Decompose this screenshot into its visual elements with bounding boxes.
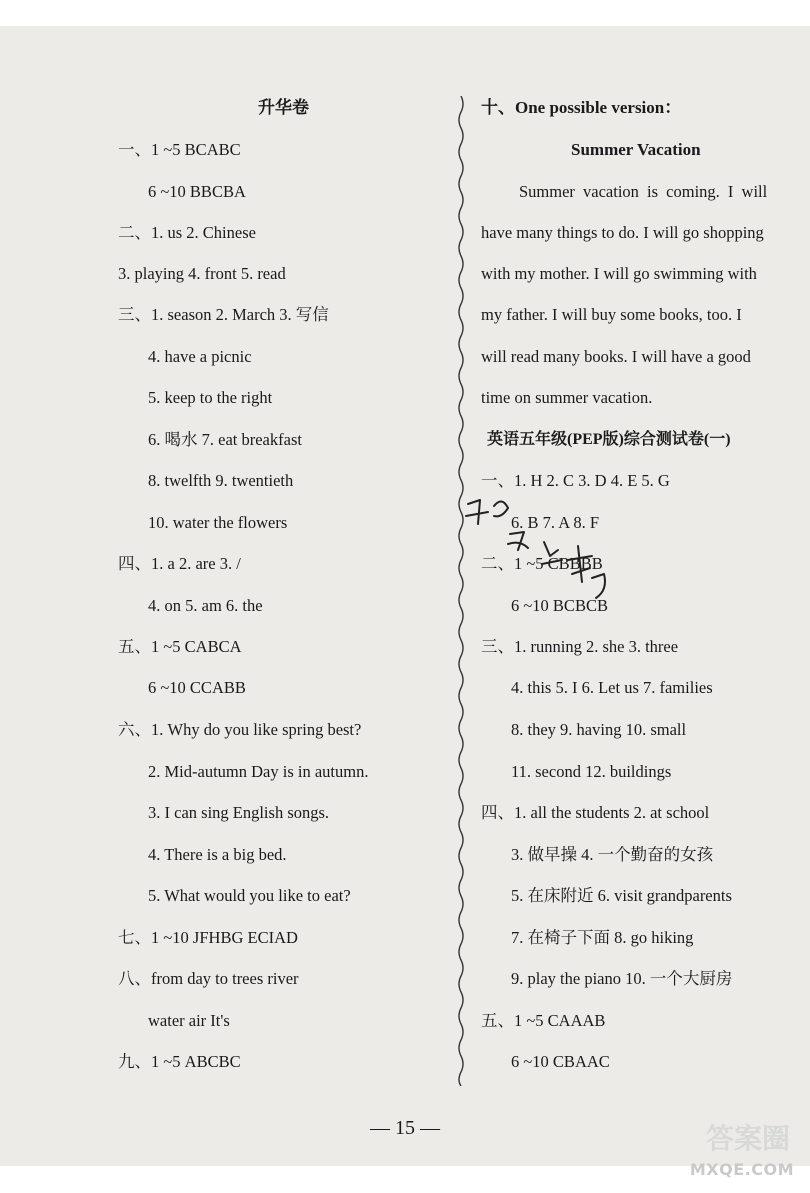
essay-line: have many things to do. I will go shopping xyxy=(481,223,764,242)
answer-line: 五、1 ~5 CAAAB xyxy=(481,1011,606,1030)
answer-line: 4. on 5. am 6. the xyxy=(148,596,263,615)
answer-line: 九、1 ~5 ABCBC xyxy=(118,1052,241,1071)
answer-line: 5. What would you like to eat? xyxy=(148,886,351,905)
page-number: — 15 — xyxy=(370,1117,440,1139)
answer-line: 6 ~10 BCBCB xyxy=(511,596,608,615)
answer-line: 4. have a picnic xyxy=(148,347,252,366)
answer-line: 6 ~10 CBAAC xyxy=(511,1052,610,1071)
answer-line: water air It's xyxy=(148,1011,230,1030)
answer-line: 8. they 9. having 10. small xyxy=(511,720,687,739)
answer-line: 三、1. running 2. she 3. three xyxy=(481,637,679,656)
answer-line: 6 ~10 CCABB xyxy=(148,678,246,697)
answer-line: 3. I can sing English songs. xyxy=(148,803,330,822)
answer-line: 3. 做早操 4. 一个勤奋的女孩 xyxy=(511,845,714,864)
answer-line: 二、1. us 2. Chinese xyxy=(118,223,256,242)
watermark xyxy=(660,1122,800,1187)
answer-line: 5. keep to the right xyxy=(148,388,273,407)
essay-line: with my mother. I will go swimming with xyxy=(481,264,757,283)
answer-line: 10. water the flowers xyxy=(148,513,288,532)
essay-line: Summer vacation is coming. I will xyxy=(519,182,768,201)
answer-line: 五、1 ~5 CABCA xyxy=(118,637,242,656)
essay-title: Summer Vacation xyxy=(571,140,701,159)
answer-line: 6. 喝水 7. eat breakfast xyxy=(148,430,302,449)
handwriting-scribble xyxy=(458,494,638,614)
answer-line: 2. Mid-autumn Day is in autumn. xyxy=(148,762,369,781)
test-title: 英语五年级(PEP版)综合测试卷(一) xyxy=(487,431,731,448)
answer-line: 4. this 5. I 6. Let us 7. families xyxy=(511,678,713,697)
answer-line: 6 ~10 BBCBA xyxy=(148,182,246,201)
answer-line: 三、1. season 2. March 3. 写信 xyxy=(118,305,329,324)
answer-line: 3. playing 4. front 5. read xyxy=(118,264,286,283)
answer-line: 四、1. a 2. are 3. / xyxy=(118,554,241,573)
watermark-logo: 答案圈 xyxy=(705,1122,790,1155)
left-heading: 升华卷 xyxy=(258,98,309,117)
answer-line: 7. 在椅子下面 8. go hiking xyxy=(511,928,694,947)
answer-line: 六、1. Why do you like spring best? xyxy=(118,720,362,739)
section-ten-heading: 十、One possible version： xyxy=(481,98,682,117)
answer-line: 二、1 ~5 CBBBB xyxy=(481,554,603,573)
answer-line: 一、1. H 2. C 3. D 4. E 5. G xyxy=(481,471,670,490)
answer-line: 5. 在床附近 6. visit grandparents xyxy=(511,886,732,905)
answer-line: 一、1 ~5 BCABC xyxy=(118,140,241,159)
essay-line: my father. I will buy some books, too. I xyxy=(481,305,742,324)
watermark-url: MXQE.COM xyxy=(689,1160,794,1179)
answer-line: 11. second 12. buildings xyxy=(511,762,672,781)
answer-line: 9. play the piano 10. 一个大厨房 xyxy=(511,969,733,988)
answer-line: 四、1. all the students 2. at school xyxy=(481,803,710,822)
answer-line: 七、1 ~10 JFHBG ECIAD xyxy=(118,928,298,947)
essay-line: will read many books. I will have a good xyxy=(481,347,751,366)
answer-line: 4. There is a big bed. xyxy=(148,845,287,864)
answer-line: 八、from day to trees river xyxy=(118,969,299,988)
essay-line: time on summer vacation. xyxy=(481,388,653,407)
answer-line: 8. twelfth 9. twentieth xyxy=(148,471,294,490)
answer-page xyxy=(0,26,810,1166)
answer-line: 6. B 7. A 8. F xyxy=(511,513,600,532)
